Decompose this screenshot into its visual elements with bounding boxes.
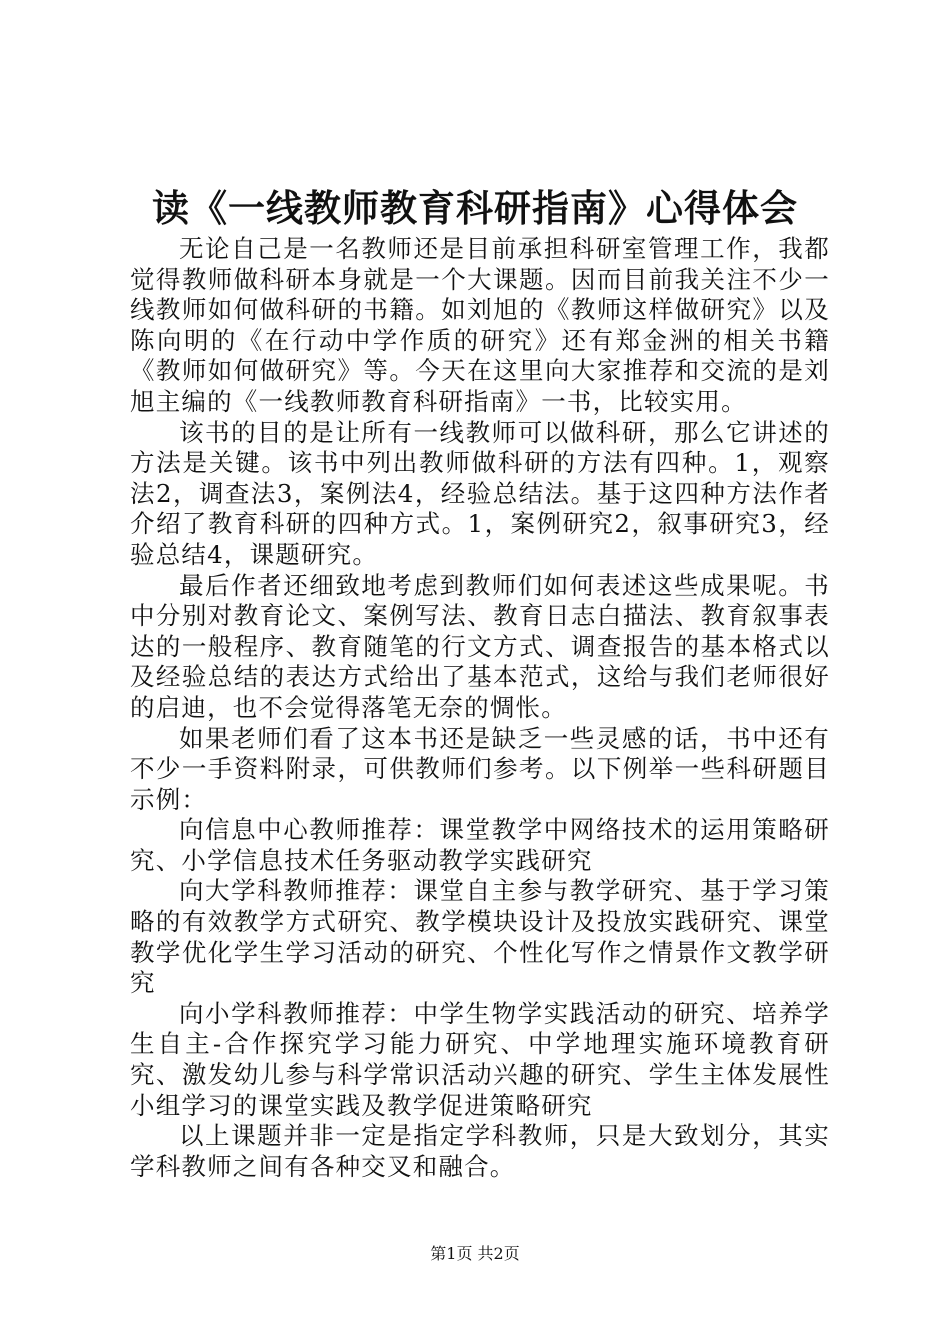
paragraph: 向大学科教师推荐：课堂自主参与教学研究、基于学习策略的有效教学方式研究、教学模块设计及投放实践研究、课堂教学优化学生学习活动的研究、个性化写作之情景作文教学研究: [130, 876, 830, 998]
paragraph: 该书的目的是让所有一线教师可以做科研，那么它讲述的方法是关键。该书中列出教师做科研的方法有四种。1，观察法2，调查法3，案例法4，经验总结法。基于这四种方法作者介绍了教育科研的四种方式。1，案例研究2，叙事研究3，经验总结4，课题研究。: [130, 417, 830, 569]
page-number-footer: 第1页 共2页: [430, 1244, 520, 1263]
document-title: 读《一线教师教育科研指南》心得体会: [152, 186, 798, 230]
paragraph: 最后作者还细致地考虑到教师们如何表述这些成果呢。书中分别对教育论文、案例写法、教育日志白描法、教育叙事表达的一般程序、教育随笔的行文方式、调查报告的基本格式以及经验总结的表达方式给出了基本范式，这给与我们老师很好的启迪，也不会觉得落笔无奈的惆怅。: [130, 570, 830, 722]
paragraph: 向小学科教师推荐：中学生物学实践活动的研究、培养学生自主-合作探究学习能力研究、中学地理实施环境教育研究、激发幼儿参与科学常识活动兴趣的研究、学生主体发展性小组学习的课堂实践及教学促进策略研究: [130, 998, 830, 1120]
paragraph: 向信息中心教师推荐：课堂教学中网络技术的运用策略研究、小学信息技术任务驱动教学实践研究: [130, 815, 830, 875]
paragraph: 如果老师们看了这本书还是缺乏一些灵感的话，书中还有不少一手资料附录，可供教师们参考。以下例举一些科研题目示例：: [130, 723, 830, 814]
document-body: [130, 234, 830, 1182]
paragraph: 无论自己是一名教师还是目前承担科研室管理工作，我都觉得教师做科研本身就是一个大课题。因而目前我关注不少一线教师如何做科研的书籍。如刘旭的《教师这样做研究》以及陈向明的《在行动中学作质的研究》还有郑金洲的相关书籍《教师如何做研究》等。今天在这里向大家推荐和交流的是刘旭主编的《一线教师教育科研指南》一书，比较实用。: [130, 234, 830, 416]
paragraph: 以上课题并非一定是指定学科教师，只是大致划分，其实学科教师之间有各种交叉和融合。: [130, 1121, 830, 1181]
